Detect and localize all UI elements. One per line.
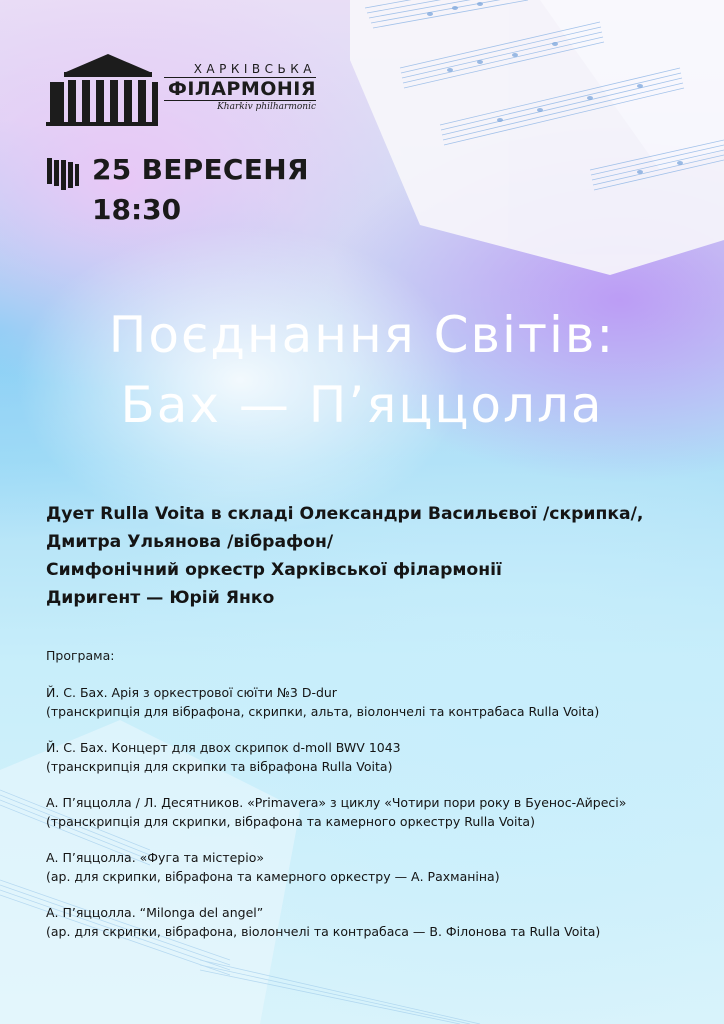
- program-item-title: А. П’яццолла / Л. Десятников. «Primavera» з циклу «Чотири пори року в Буенос-Айресі»: [46, 795, 627, 810]
- program-item-title: Й. С. Бах. Концерт для двох скрипок d-moll BWV 1043: [46, 740, 401, 755]
- performers-line: Симфонічний оркестр Харківської філармонії: [46, 560, 502, 580]
- program-item-note: (ар. для скрипки, вібрафона, віолончелі та контрабаса — В. Філонова та Rulla Voita): [46, 924, 601, 939]
- performers-block: [46, 500, 706, 612]
- program-item: [46, 738, 706, 776]
- philharmonic-logo: [46, 52, 316, 132]
- pipe-organ-icon: [46, 156, 80, 190]
- program-item-note: (транскрипція для скрипки, вібрафона та камерного оркестру Rulla Voita): [46, 814, 535, 829]
- program-list: [46, 683, 706, 958]
- logo-subtitle: Kharkiv philharmonic: [217, 102, 316, 112]
- program-item-note: (транскрипція для вібрафона, скрипки, альта, віолончелі та контрабаса Rulla Voita): [46, 704, 600, 719]
- concert-title: [0, 300, 724, 440]
- program-label: Програма:: [46, 648, 115, 663]
- program-item: [46, 793, 706, 831]
- concert-title-line2: Бах — П’яццолла: [120, 376, 604, 434]
- concert-title-line1: Поєднання Світів:: [108, 306, 616, 364]
- program-item-note: (транскрипція для скрипки та вібрафона Rulla Voita): [46, 759, 393, 774]
- program-item: [46, 903, 706, 941]
- program-item: [46, 848, 706, 886]
- event-time: 18:30: [92, 193, 182, 226]
- logo-city-label: ХАРКІВСЬКА: [193, 62, 316, 76]
- program-item-title: Й. С. Бах. Арія з оркестрової сюїти №3 D-dur: [46, 685, 337, 700]
- program-item-title: А. П’яццолла. “Milonga del angel”: [46, 905, 264, 920]
- performers-line: Дмитра Ульянова /вібрафон/: [46, 532, 334, 552]
- logo-text: [164, 62, 316, 112]
- program-item: [46, 683, 706, 721]
- performers-line: Диригент — Юрій Янко: [46, 588, 275, 608]
- philharmonic-building-icon: [46, 52, 158, 126]
- performers-line: Дует Rulla Voita в складі Олександри Васильєвої /скрипка/,: [46, 504, 644, 524]
- program-item-note: (ар. для скрипки, вібрафона та камерного оркестру — А. Рахманіна): [46, 869, 500, 884]
- logo-main-label: ФІЛАРМОНІЯ: [164, 77, 316, 101]
- program-item-title: А. П’яццолла. «Фуга та містеріо»: [46, 850, 265, 865]
- event-date-block: [46, 150, 309, 230]
- event-date: 25 ВЕРЕСЕНЯ: [92, 153, 309, 186]
